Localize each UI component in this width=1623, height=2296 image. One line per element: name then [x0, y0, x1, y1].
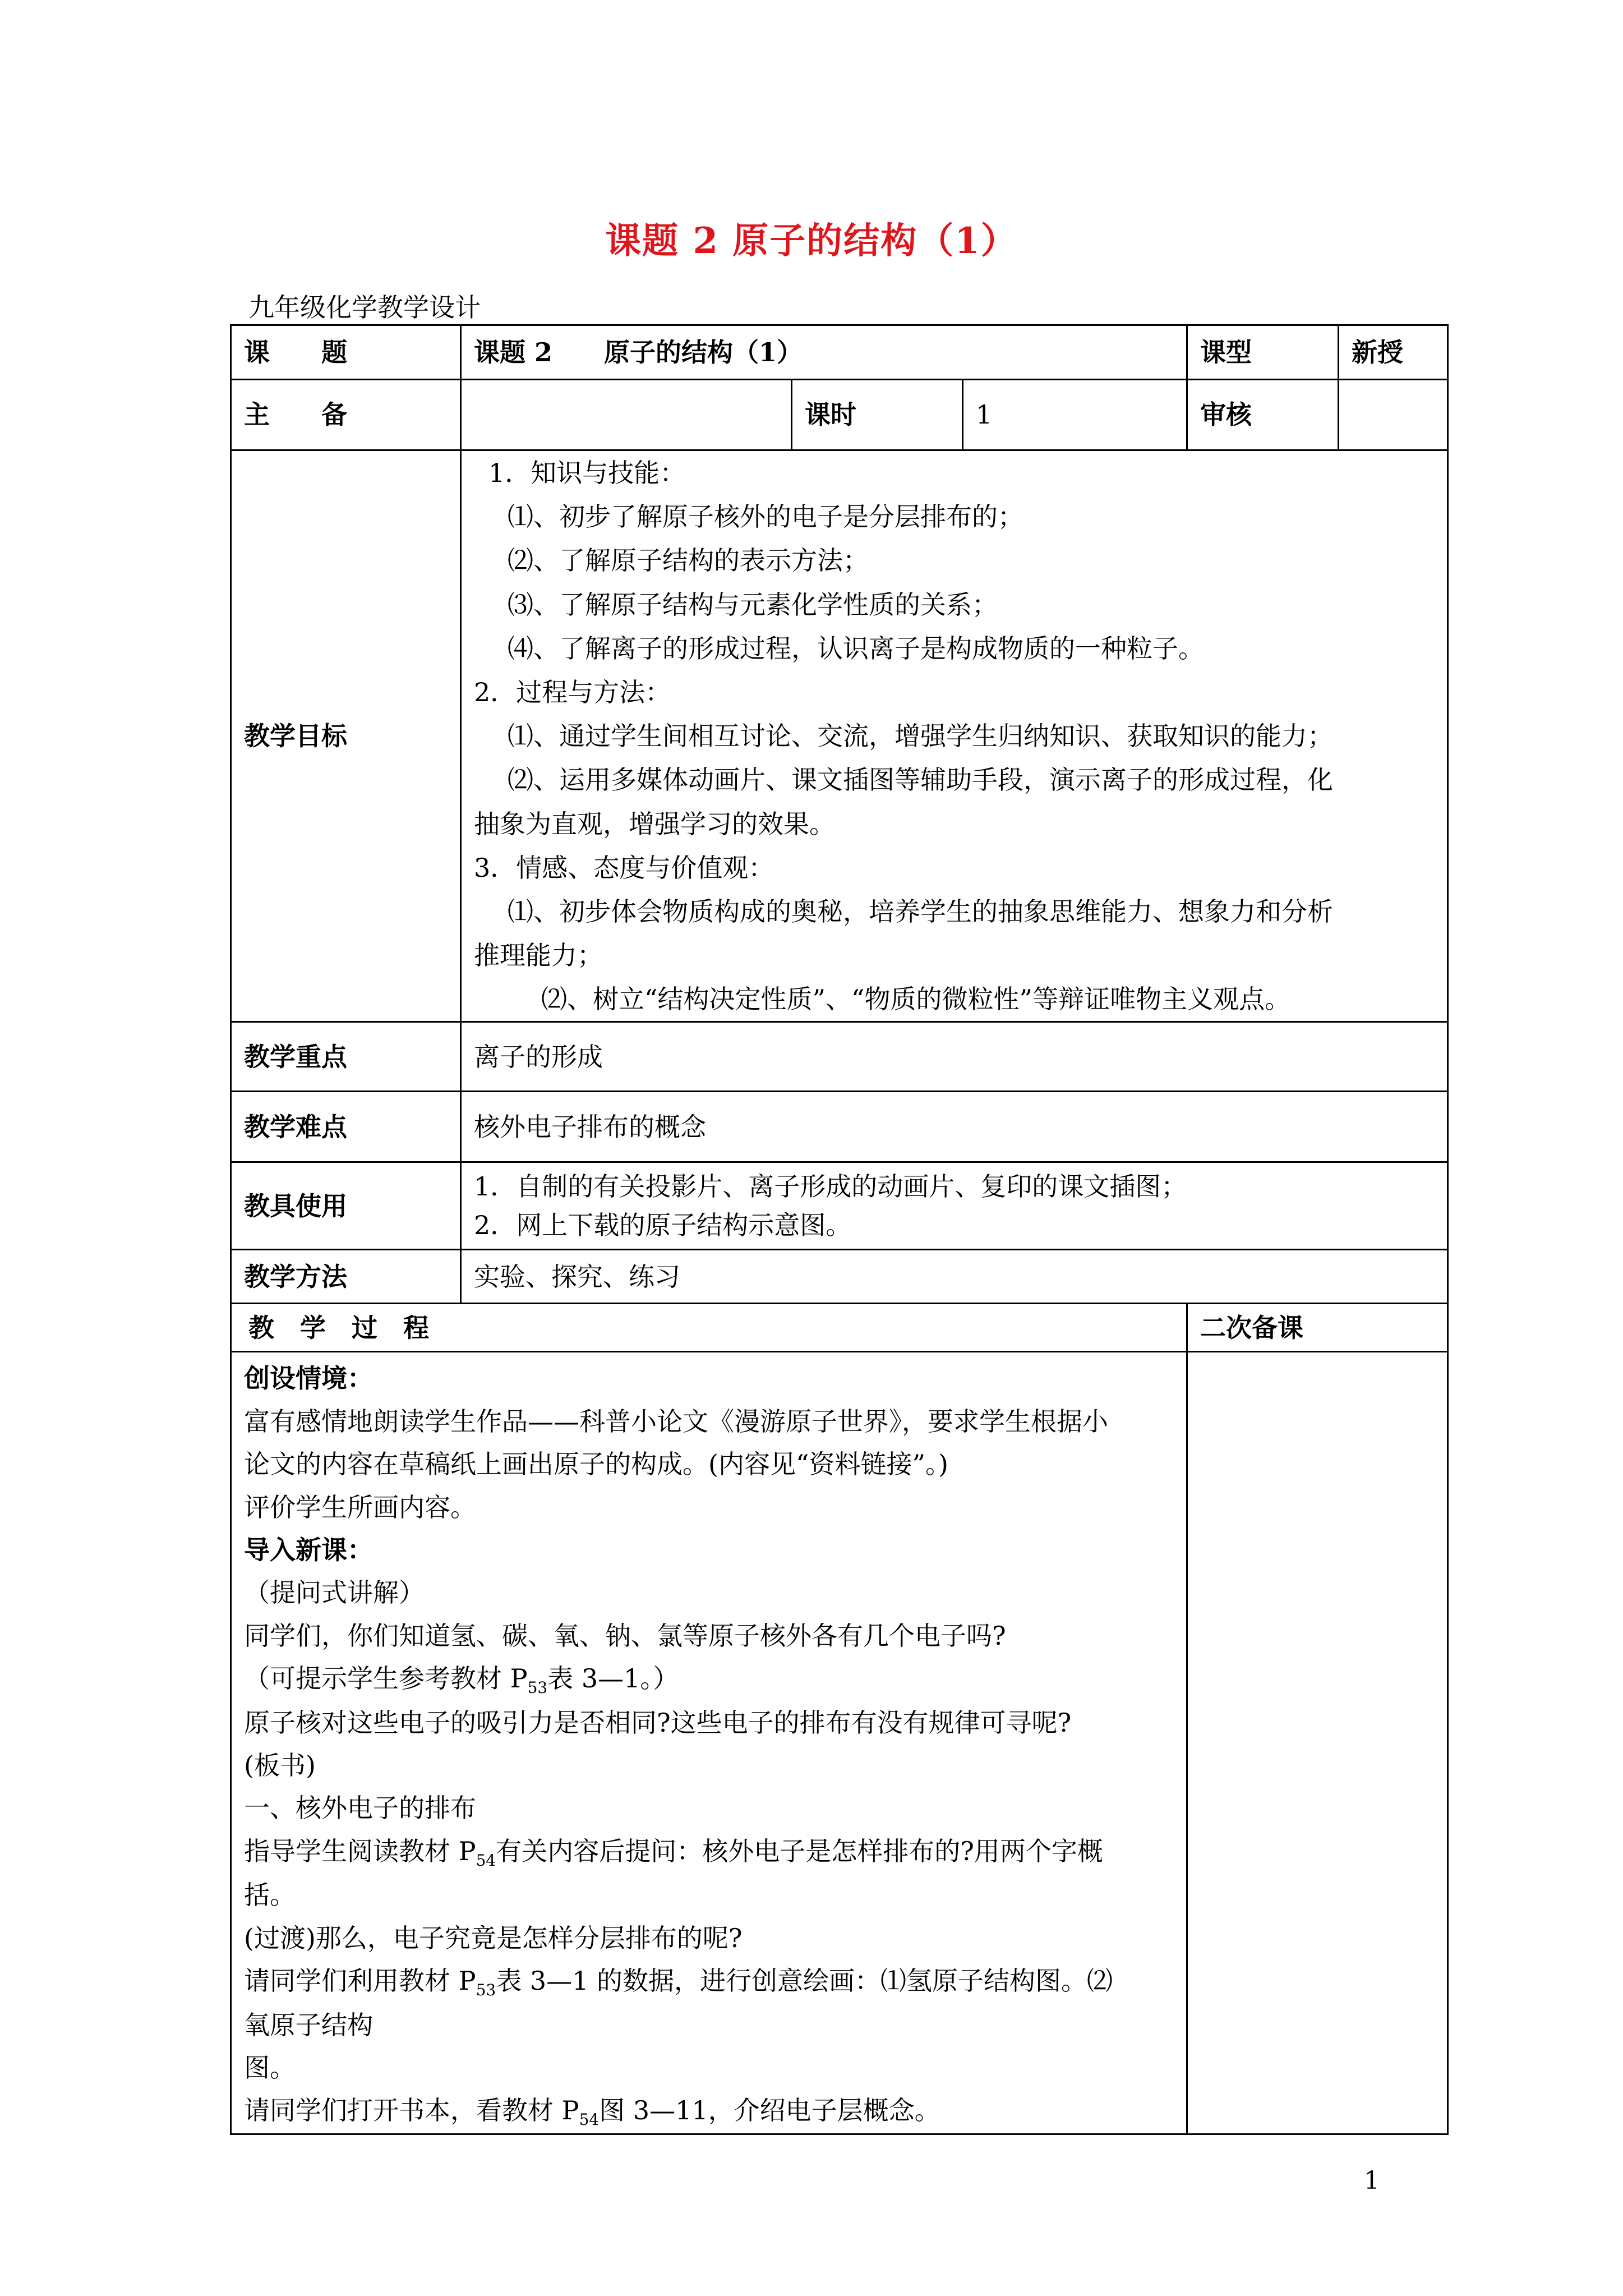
document-title: 课题 2 原子的结构（1）	[605, 220, 1018, 262]
goal-line: 3．情感、态度与价值观：	[474, 852, 774, 883]
goal-line: ⑴、初步体会物质构成的奥秘，培养学生的抽象思维能力、想象力和分析	[508, 896, 1333, 927]
goal-line: ⑵、了解原子结构的表示方法；	[508, 545, 869, 576]
process-line: 一、核外电子的排布	[244, 1793, 476, 1824]
situation-line: 富有感情地朗读学生作品——科普小论文《漫游原子世界》，要求学生根据小	[244, 1406, 1108, 1437]
difficulty-row	[231, 1092, 1448, 1162]
process-line: 同学们，你们知道氢、碳、氧、钠、氯等原子核外各有几个电子吗?	[244, 1620, 1006, 1651]
goal-line: ⑴、初步了解原子核外的电子是分层排布的；	[508, 501, 1023, 532]
tools-row	[231, 1162, 1448, 1250]
process-line: 请同学们打开书本，看教材 $P_{54}$图 3—11，介绍电子层概念。	[244, 2095, 940, 2129]
tools-line: 1．自制的有关投影片、离子形成的动画片、复印的课文插图；	[474, 1171, 1187, 1202]
situation-line: 论文的内容在草稿纸上画出原子的构成。(内容见“资料链接”。)	[244, 1449, 948, 1480]
page-number: 1	[1364, 2166, 1380, 2195]
goals-label: 教学目标	[231, 450, 461, 1022]
second-prep-cell	[1187, 1352, 1448, 2134]
process-line: 图。	[244, 2053, 296, 2083]
process-line: (板书)	[244, 1750, 316, 1780]
process-line: 原子核对这些电子的吸引力是否相同?这些电子的排布有没有规律可寻呢?	[244, 1707, 1072, 1738]
hours-value: 1	[963, 380, 1187, 450]
review-label: 审核	[1187, 380, 1339, 450]
topic-label: 课 题	[231, 325, 461, 380]
prep-row	[231, 380, 1448, 450]
review-value	[1339, 380, 1448, 450]
process-line: 指导学生阅读教材 $P_{54}$有关内容后提问：核外电子是怎样排布的?用两个字概	[244, 1835, 1103, 1870]
process-line: （可提示学生参考教材 $P_{53}$表 3—1。）	[244, 1663, 679, 1697]
topic-value: 课题 2 原子的结构（1）	[461, 325, 1187, 380]
tools-label: 教具使用	[231, 1162, 461, 1250]
process-line: 请同学们利用教材 $P_{53}$表 3—1 的数据，进行创意绘画：⑴氢原子结构图。⑵	[244, 1966, 1113, 2000]
goal-line: ⑴、通过学生间相互讨论、交流，增强学生归纳知识、获取知识的能力；	[508, 721, 1333, 752]
method-row	[231, 1250, 1448, 1304]
difficulty-label: 教学难点	[231, 1092, 461, 1162]
lesson-type-label: 课型	[1187, 325, 1339, 380]
process-body-row	[231, 1352, 1448, 2134]
tools-content	[461, 1162, 1448, 1250]
process-line: （提问式讲解）	[244, 1577, 425, 1608]
hours-label: 课时	[792, 380, 963, 450]
difficulty-value: 核外电子排布的概念	[461, 1092, 1448, 1162]
process-line: 氧原子结构	[244, 2009, 373, 2040]
key-point-label: 教学重点	[231, 1022, 461, 1092]
goal-line: ⑷、了解离子的形成过程，认识离子是构成物质的一种粒子。	[508, 633, 1204, 664]
goal-line: ⑶、了解原子结构与元素化学性质的关系；	[508, 589, 998, 620]
method-value: 实验、探究、练习	[461, 1250, 1448, 1304]
situation-title: 创设情境：	[244, 1363, 373, 1394]
process-content	[231, 1352, 1187, 2134]
process-line: (过渡)那么，电子究竟是怎样分层排布的呢?	[244, 1922, 743, 1953]
tools-line: 2．网上下载的原子结构示意图。	[474, 1209, 852, 1240]
method-label: 教学方法	[231, 1250, 461, 1304]
process-header: 教 学 过 程	[231, 1304, 1187, 1352]
prep-label: 主 备	[231, 380, 461, 450]
key-point-row	[231, 1022, 1448, 1092]
situation-line: 评价学生所画内容。	[244, 1492, 476, 1522]
goal-line: ⑵、运用多媒体动画片、课文插图等辅助手段，演示离子的形成过程，化	[508, 765, 1333, 795]
goal-line: 抽象为直观，增强学习的效果。	[474, 808, 835, 839]
prep-value	[461, 380, 792, 450]
lesson-type-value: 新授	[1339, 325, 1448, 380]
document-subtitle: 九年级化学教学设计	[248, 292, 481, 323]
goal-line: 1．知识与技能：	[488, 458, 686, 488]
second-prep-header: 二次备课	[1187, 1304, 1448, 1352]
goal-line: 2．过程与方法：	[474, 677, 671, 707]
lesson-plan-table	[230, 324, 1449, 2135]
goal-line: 推理能力；	[474, 940, 603, 971]
topic-row	[231, 325, 1448, 380]
key-point-value: 离子的形成	[461, 1022, 1448, 1092]
process-line: 括。	[244, 1880, 296, 1911]
goals-content	[461, 450, 1448, 1022]
goals-row	[231, 450, 1448, 1022]
goal-line: ⑵、树立“结构决定性质”、“物质的微粒性”等辩证唯物主义观点。	[541, 984, 1291, 1015]
process-header-row	[231, 1304, 1448, 1352]
intro-title: 导入新课：	[244, 1534, 373, 1565]
